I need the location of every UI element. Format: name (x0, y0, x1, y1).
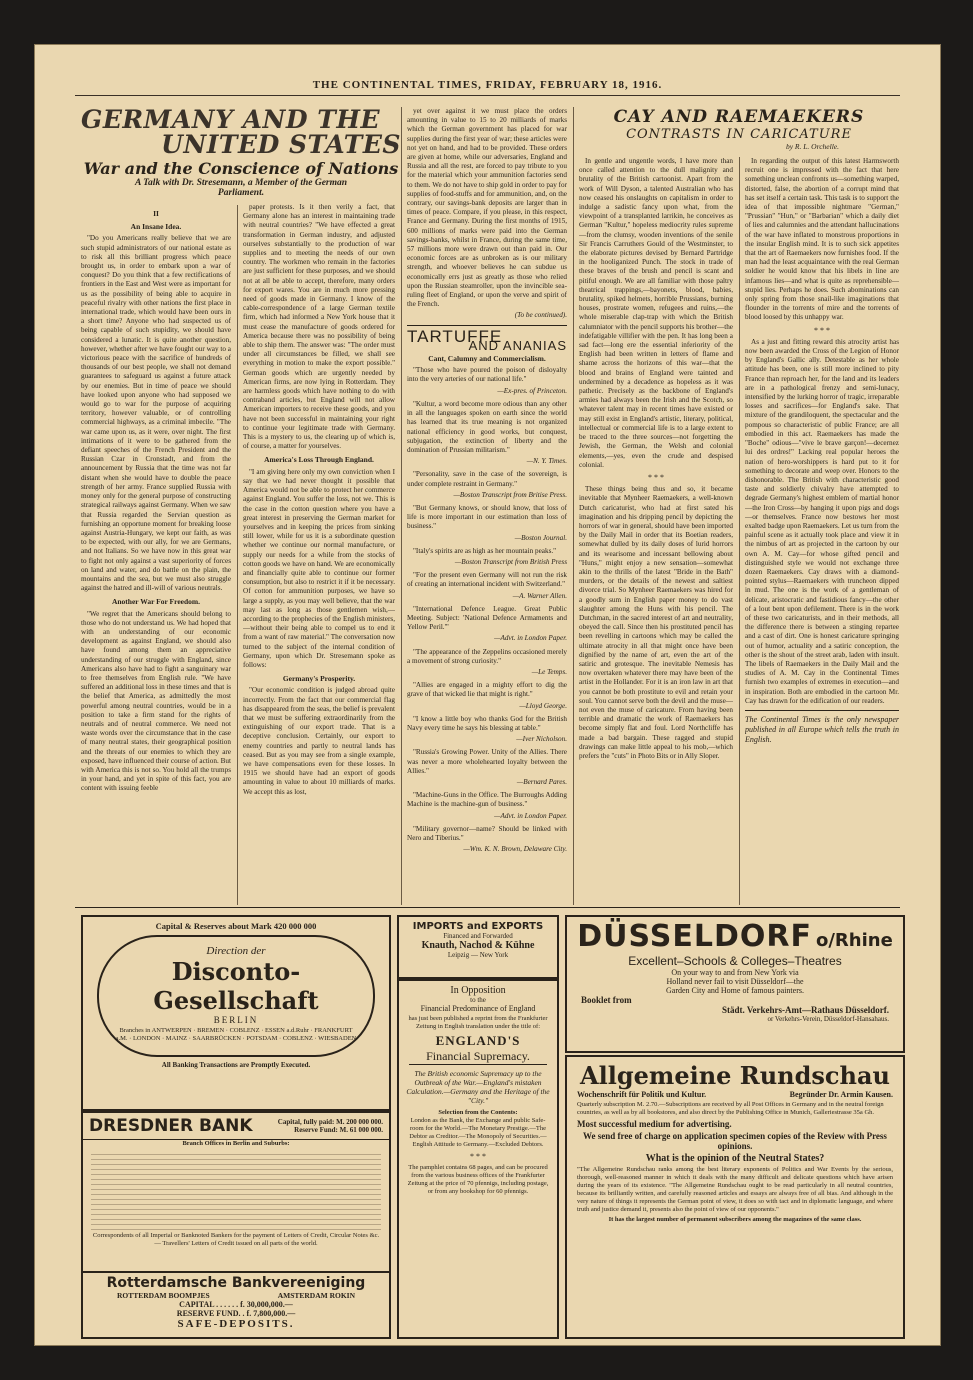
rotterdam-safe: SAFE-DEPOSITS. (177, 1318, 295, 1330)
quote-text: "Machine-Guns in the Office. The Burroughs Adding Machine is the machine-gun of business." (407, 791, 567, 809)
subhead-americas-loss: America's Loss Through England. (264, 455, 374, 465)
quote-text: "Allies are engaged in a mighty effort to dig the grave of that wicked lie that might is right." (407, 681, 567, 699)
article1-column3 (407, 107, 567, 905)
duesseldorf-line1: Excellent–Schools & Colleges–Theatres (628, 954, 842, 968)
column-rule (573, 107, 574, 905)
rotterdam-city1: ROTTERDAM (116, 1291, 167, 1300)
imports-title: IMPORTS and EXPORTS (412, 921, 544, 932)
article1-title-line1: GERMANY AND THE (81, 105, 381, 134)
footer-note: The Continental Times is the only newspaper published in all Europe which tells the truth in English. (745, 714, 899, 744)
article3-byline: by R. L. Orchelle. (785, 142, 839, 151)
disconto-branches: Branches in ANTWERPEN · BREMEN · COBLENZ · ESSEN a.d.Ruhr · FRANKFURT a.M. · LONDON · MAINZ · SAARBRÜCKEN · POTSDAM · COBLENZ · WIESBADEN (115, 1027, 357, 1042)
paragraph: In gentle and ungentle words, I have more than once called attention to the dull malignity and brutality of the British cartoonist. Apart from the work of Will Dyson, a talented Australian who has now ceased his onslaughts on capitalism in order to indulge a sadistic fancy upon what, from the viewpoint of a transplanted larrikin, he conceives as German "Kultur," hopeless mediocrity rules supreme—from the clumsy, wooden inventions of the senile Sir Francis Carruthers Gould of the Westminster, to the elaborate pictures devised by Bernard Partridge in the hooliganized Punch. The stock in trade of these braves of the brush and pencil is scant and pitiful enough. We are all familiar with those paltry theatrical trappings,—bayonets, blood, babies, brutality, spiked helmets, horrible Prussians, burning houses, prostrate women, refugees and ruins,—the whole miserable clap-trap with which the British calumniator with the pencil supports his brother—the indefatigable villifier with the pen. It has long been a sad fact—long ere the essential inferiority of the English had been written in letters of flame and shame across the horizons of this war—that the blood and brains of England were tainted and undermined by a decadence as hopeless as it was pathetic. Precisely as the backbone of England's armies had always been the Irish and the Scotch, so whatever talent may in recent times have existed or may still exist in England's artistic, literary, political, intellectual or commercial life is to a large extent to be traced to the three sources—not forgetting the Jewish, the German, the Welsh and colonial elements,—yes, even the crude and despised colonial. (579, 157, 733, 469)
article3-column1 (579, 157, 733, 905)
opp-desc: The British economic Supremacy up to the Outbreak of the War.—England's mistaken Calculation.—Germany and the Heritage of the "City." (406, 1069, 550, 1105)
paragraph: These things being thus and so, it became inevitable that Mynheer Raemaekers, a well-known Dutch caricaturist, who had at first sated his imagination and his dripping pencil by depicting the horrors of war in general, should have been imported by the Daily Mail in order that its Boetian readers, somewhat dulled by its daily doses of lurid horrors and its wearisome and incessant bellowing about "Huns," might enjoy a new sensation—somewhat akin to the thrills of the latest "Bride in the Bath" murders, or the details of the newest and saltiest divorce trial. So Mynheer Raemaekers was hired for a goodly sum in English paper money to do vast slaughter among the Huns with his pencil. The Dutchman, in the sacred interest of art and neutrality, obeyed the call. Since then his prostituted pencil has been revelling in cartoons which may be called the ultimate atrocity in all that might once have been dignified by the name of art, even the art of the satiric and grotesque. The inevitable Nemesis has now overtaken whatever there may have been of the artist in the Hollander. For it is an iron law in art that you cannot be both prostitute to evil and retain your soul. You cannot serve both the devil and the muse—not even the muse of caricature. From having been terrible and dramatic the work of Raemaekers has become simply flat and foul. Lord Northcliffe has made a bad bargain. These ragged and stupid drawings can make little appeal to his mob,—which prefers the "cuts" in Photo Bits or in Ally Sloper. (579, 485, 733, 760)
article3-title: CAY AND RAEMAEKERS (613, 107, 865, 127)
quote-text: "The appearance of the Zeppelins occasioned merely a movement of strong curiosity." (407, 647, 567, 665)
quote-text: "For the present even Germany will not run the risk of creating an international incident with Switzerland." (407, 571, 567, 589)
rotterdam-city1-addr: BOOMPJES (168, 1291, 210, 1300)
rundschau-bottom: It has the largest number of permanent subscribers among the magazines of the same class. (608, 1216, 862, 1223)
quote-citation: —Advt. in London Paper. (494, 811, 567, 820)
section-stars: * * * (648, 472, 664, 482)
opp-contents-head: Selection from the Contents: (438, 1109, 518, 1116)
disconto-city: BERLIN (213, 1015, 259, 1025)
article1-subtitle: War and the Conscience of Nations (83, 159, 399, 178)
column-rule (237, 205, 238, 905)
paragraph: "Our economic condition is judged abroad quite incorrectly. From the fact that our commercial flag has disappeared from the seas, the belief is prevalent that we must be suffering extraordinarily from the extinguishing of our export trade. That is a deceptive conclusion. Certainly, our export to enemy countries and partly to neutral lands has ceased. But as you may see from a single example, we have compensations even for these losses. In 1915 we should have had an export of goods amounting in value to about 10 milliards of marks. We accept this as lost, (243, 686, 395, 796)
subhead-insane-idea: An Insane Idea. (130, 222, 182, 232)
newspaper-page (34, 44, 941, 1346)
divider (407, 325, 567, 326)
quote-text: "But Germany knows, or should know, that loss of life is more important in our estimation than loss of business." (407, 503, 567, 531)
duesseldorf-office: Städt. Verkehrs-Amt—Rathaus Düsseldorf. (721, 1005, 889, 1015)
duesseldorf-line3: Holland never fail to visit Düsseldorf—the (666, 977, 804, 986)
disconto-direction: Direction der (206, 945, 266, 957)
opp-title1: ENGLAND'S (435, 1033, 521, 1048)
quote-citation: —Wm. K. N. Brown, Delaware City. (463, 845, 567, 854)
opp-l3: Financial Predominance of England (420, 1004, 536, 1013)
divider (745, 710, 899, 711)
quote-text: "Military governor—name? Should be linked with Nero and Tiberius." (407, 824, 567, 843)
quote-citation: —Le Temps. (531, 667, 567, 676)
rotterdam-capital: CAPITAL . . . . . . f. 30,000,000.— (179, 1300, 293, 1309)
dresdner-note: Correspondents of all Imperial or Banknoted Bankers for the payment of Letters of Credit, Circular Notes &c. — Travellers' Letters of Credit issued on all parts of the world. (92, 1232, 380, 1247)
imports-line2: Financed and Forwarded (443, 932, 513, 940)
opp-l1: In Opposition (450, 985, 506, 996)
quote-citation: —Boston Transcript from Britise Press. (453, 490, 567, 499)
branch-list-block (91, 1150, 381, 1230)
article1-column1 (81, 205, 231, 905)
article1-column2 (243, 203, 395, 905)
rotterdam-city2-addr: ROKIN (329, 1291, 355, 1300)
rotterdam-name: Rotterdamsche Bankvereeniging (106, 1275, 366, 1291)
rundschau-medium: Most successful medium for advertising. (577, 1119, 732, 1129)
imports-cities: Leipzig — New York (447, 951, 509, 959)
quote-citation: —Lloyd George. (519, 701, 567, 710)
rundschau-body: "The Allgemeine Rundschau ranks among the best literary exponents of Politics and War Events by the serious, thorough, well-reasoned manner in which it deals with the many difficult and delicate questions which have arisen during the years of its existence. "The Allgemeine Rundschau ought to be read particularly in all neutral countries, because its brilliantly written, and carefully reasoned articles and essays are always free of all bias. And although in the very nature of things it represents the German point of view, it does so with tact and in diplomatic language, and where truth and justice demand it, presents also the point of view of our opponents." (577, 1166, 893, 1213)
ad-dresdner (81, 1111, 391, 1273)
opp-l4: has just been published a reprint from the Frankfurter Zeitung in English translation under the title of: (408, 1015, 548, 1030)
quote-text: "Those who have poured the poison of disloyalty into the very arteries of our national life." (407, 366, 567, 384)
paragraph: yet over against it we must place the orders amounting in value to 15 to 20 milliards of marks which the German government has placed for war supplies during the first year of war; these articles were not yet on hand, and had to be provided. These orders are given at home, while our adversaries, England and Russia and all the rest, are forced to pay tribute to you for the material which your ammunition factories send to them. We do not have to ship gold in order to pay for supplies of food-stuffs and for ammunition, and, on the contrary, our savings-bank deposits are larger than in times of peace. Compare, if you please, in this respect, France and Germany. During the first months of 1915, 600 millions of marks were paid into the German savings-banks, whilst in France, during the same time, 57 millions more were drawn out than paid in. Our economic forces are as unbroken as is our military strength, and whoever believes he can subdue us economically errs just as greatly as those who relied upon the Russian steamroller, upon the invincible sea-ruling fleet of England, or upon the verve and spirit of the French. (407, 107, 567, 309)
paragraph: paper protests. Is it then verily a fact, that Germany alone has an interest in maintaining trade with neutral countries? "We have effected a great transformation in German industry, and adjusted ourselves substantially to the production of war supplies and to meeting the needs of our own country. The workmen who remain in the factories are just sufficient for these purposes, and we should not at all be able to accept, therefore, many orders for export wares. You are in much more pressing need of goods made in Germany. I know of the cable-correspondence of a large German textile firm, which had informed a New York house that it must cease the manufacture of goods ordered for America because there was no possibility of being able to ship them. The answer was: "The order must under all circumstances be filled, we shall see everything in motion to make the export possible." German goods which are urgently needed by American firms, are now lying in Rotterdam. They are harmless goods which have nothing to do with contraband articles, but England will not allow American importers to receive these goods, and you have not been successful in maintaining your right to continue your legitimate trade with Germany. This is a mystery to us, the clearing up of which is, of course, a matter for yourselves. (243, 203, 395, 451)
article3-subtitle: CONTRASTS IN CARICATURE (626, 127, 852, 142)
disconto-tagline: All Banking Transactions are Promptly Executed. (161, 1061, 311, 1069)
article2-subtitle: Cant, Calumny and Commercialism. (428, 354, 546, 364)
quote-text: "Italy's spirits are as high as her mountain peaks." (413, 546, 557, 555)
subhead-prosperity: Germany's Prosperity. (282, 674, 356, 684)
quote-citation: —Bernard Pares. (516, 778, 567, 786)
opp-footer: The pamphlet contains 68 pages, and can be procured from the various business offices of the Frankfurter Zeitung at the price of 70 pfennigs, including postage, or from any bookshop for 60 pfennigs. (407, 1164, 549, 1195)
ad-opposition (397, 979, 559, 1339)
article1-deck: A Talk with Dr. Stresemann, a Member of the German Parliament. (134, 178, 348, 198)
paragraph: In regarding the output of this latest Harmsworth recruit one is impressed with the fact that here something unclean confronts us—something warped, distorted, false, the abortion of a corrupt mind that has set itself a certain task. This task is to support the idea of that impossible nightmare "German," "Prussian" "Hun," or "Barbarian" which a daily diet of lies and calumnies and the attendant hallucinations of the war have inflated to monstrous proportions in the insular English mind. It is to such sick appetites that the art of Raemaekers now furnishes food. If the man had the least acquaintance with the real German soldier he would know that his libels in line are infamous lies—and what is quite as reprehensible—stupid lies. Perhaps he does. Such abominations can only spring from those snail-like imaginations that flounder in the torrents of mire and the torrents of blood loosed by this unhappy war. (745, 157, 899, 322)
quote-list (407, 366, 567, 854)
ad-rotterdam (81, 1271, 391, 1339)
quote-citation: —A. Warner Allen. (512, 591, 567, 600)
quote-citation: —Iver Nicholson. (516, 735, 567, 744)
quote-text: "International Defence League. Great Public Meeting. Subject: 'National Defence Armaments and Yellow Peril.'" (407, 604, 567, 632)
paragraph: "Do you Americans really believe that we are such stupid administrators of our national estate as to risk all this brilliant progress which peace brought us, in order to embark upon a war of conquest? Do you think that a few rectifications of frontiers in the East and West were as important for us as the possibility of being able to acquire in peaceful rivalry with other nations the first place in international trade, which would have been ours in a short time? Anyone who had suspected us of being capable of such stupidity, we should have considered a lunatic. It is quite another question, however, whether after we have fought our way to a victorious peace with the sacrifice of hundreds of thousands of our best people, we shall not demand guarantees to safeguard us against a future attack by our enemies. But in time of peace we should have looked upon anyone who had supposed we would go to war for the purpose of acquiring territory, however valuable, or of controlling commercial highways, as a criminal imbecile. "The war came upon us, as it were, over night. The first intimations of it were to be gathered from the defiant speeches of the French President and the Russian Czar in Cronstadt, and from the announcement by Russia that the time was not far distant when she would have to double the peace strength of her army. France supplied Russia with money only for the general purpose of constructing strategical railways against Germany. When we saw that Russia regarded the Servian question as furnishing an opportune moment for breaking loose against Austria-Hungary, we kept our faith, as was to be expected, with our ally, for we are Germans, and not Italians. So we have now in this great war to fight not only against a vast superiority of forces on land and water, and do battle on the plain, the mountains and the sea, but we must also struggle against the hatred and ill-will of various neutrals. (81, 234, 231, 593)
quote-citation: —N. Y. Times. (526, 457, 567, 466)
duesseldorf-office2: or Verkehrs-Verein, Düsseldorf-Hansahaus. (767, 1015, 889, 1023)
section-stars: * * * (814, 325, 830, 335)
rotterdam-city2: AMSTERDAM (277, 1291, 328, 1300)
duesseldorf-title: DÜSSELDORF (577, 919, 812, 954)
opp-contents: London as the Bank, the Exchange and public Safe-room for the World.—The Monetary Prestige.—The Debtor as Creditor.—The Monopoly of Securities.—English Attitude to Germany.—Excluded Debtors. (409, 1117, 547, 1148)
continued-note: (To be continued). (514, 311, 567, 320)
disconto-capital: Capital & Reserves about Mark 420 000 000 (155, 921, 317, 931)
rundschau-founder: Begründer Dr. Armin Kausen. (789, 1090, 893, 1099)
page-divider (75, 907, 900, 908)
article2-title1: TARTUFFE (407, 326, 503, 346)
quote-citation: —Boston Journal. (514, 533, 567, 542)
ad-imports (397, 915, 559, 979)
paragraph: As a just and fitting reward this atrocity artist has now been awarded the Cross of the Legion of Honor by England's Gallic ally. Detestable as her whole attitude has been, one is still more inclined to pity France than reproach her, for the land and its leaders are in a pathological frenzy and semi-lunacy, intensified by the lurking horror of tragic, irreparable losses and sacrifices—for England's sake. That mixture of the grandiloquent, the spectacular and the pompous so characteristic of public France; are all embodied in this act. Raemaekers has made the "Boche" odious—"vive le brave garçon!—decernez lui des ordres!" Lacking real popular heroes the nation of hero-worshippers is hard put to it for something to decorate and weep over. Honors to the dishonorable. The British with characteristic good taste and soldierly chivalry have attempted to degrade Germany's highest emblem of martial honor—the Iron Cross—by hanging it upon pigs and dogs—or themselves. France now bestows her most exalted badge upon Raemaekers. Let us turn from the painful scene as it actually took place and view it in the nimbus of art as projected in the cartoon by our own A. M. Cay—for whose gifted pencil and distinguished style we would not exchange three dozen Raemaekers. Cay draws with a diamond-pointed stylus—Raemaekers with truncheon dipped in mud. The one is the work of a gentleman of delicate, aristocratic and fastidious fancy—the other of a lout bent upon defilement. There is in the work of these two caricaturists, and in their methods, all the difference there is between a stinging repartee and a cast of dirt. One is honest caricature springing out of humor, actuality and a satiric conception, the other is the shout of the street arab, laden with insult. The libels of Raemaekers in the Daily Mail and the studies of A. M. Cay in the Continental Times furnish two examples of extremes in execution—and in inspiration. Both are embodied in the cartoon Mr. Cay has drawn for the edification of our readers. (745, 337, 899, 705)
article3-header (579, 107, 899, 151)
rundschau-sub: Quarterly subscription M. 2.70.—Subscriptions are received by all Post Offices in Germany and in the neutral foreign countries, as well as by all bookstores, and also direct by the Publishing Office in Munich, Galleriestrasse 35a Gh. (577, 1101, 884, 1116)
column-rule (401, 107, 402, 905)
article2-title2: AND ANANIAS (468, 337, 567, 353)
duesseldorf-booklet: Booklet from (581, 995, 632, 1005)
quote-text: "Kultur, a word become more odious than any other in all the languages spoken on earth since the world has learned that its true meaning is not organized national efficiency in good works, but conquest, subjugation, the extinction of liberty and the domination of Prussian militarism." (407, 399, 567, 454)
paragraph: "We regret that the Americans should belong to those who do not understand us. We had hoped that with an understanding of our economic development as against England, we should also have found among them an appreciative understanding of our struggle with England, since Americans also have had to fight a sanguinary war to free themselves from English rule. "We have suffered an additional loss in these times and that is the belief that America, as admittedly the most powerful among neutral countries, would be in a position to take a firm stand for the rights of neutrals and of neutral commerce. We need not waste words over the circumstance that in the case of many neutral states, their geographical position and the threats of our enemies to which they are exposed, have influenced their course of action. But with America this is not so. You hold all the trumps in your hand, and yet in spite of this fact, you are content with issuing feeble (81, 609, 231, 793)
quote-text: "Russia's Growing Power. Unity of the Allies. There was never a more wholehearted loyalty between the Allies." (407, 748, 567, 775)
subhead-another-war: Another War For Freedom. (111, 597, 201, 607)
paragraph: "I am giving here only my own conviction when I say that we had never thought it possible that America would not be able to protect her commerce against England. You suffer the loss, not we. This is the case in the cotton question where you have a great interest in preserving the German market for yourselves and in keeping the prices from sinking still lower, while for us it is a subordinate question whether we continue our normal manufacture, or supply our needs for a while from the stocks of cotton goods we have on hand. We are economically and financially quite able to continue our former consumption, but also to restrict it if it be necessary. Of cotton for ammunition purposes, we have so large a supply, as you may well believe, that the war may last as long as those gentlemen wish,—according to the prophecies of the English ministers,—without their being able to compel us to end it from a want of raw material." The conversation now turned to the subject of the internal condition of Germany, upon which Dr. Stresemann spoke as follows: (243, 467, 395, 669)
rundschau-title: Allgemeine Rundschau (580, 1061, 890, 1090)
opp-title2: Financial Supremacy. (409, 1049, 547, 1065)
duesseldorf-line4: Garden City and Home of famous painters. (666, 986, 804, 995)
rundschau-weekly: Wochenschrift für Politik und Kultur. (577, 1090, 707, 1099)
masthead: THE CONTINENTAL TIMES, FRIDAY, FEBRUARY 18, 1916. (75, 79, 900, 96)
duesseldorf-line2: On your way to and from New York via (671, 968, 799, 977)
article1-header (81, 107, 401, 198)
quote-text: "I know a little boy who thanks God for the British Navy every time he says his blessing at table." (407, 714, 567, 732)
section-marker: II (153, 209, 159, 218)
rotterdam-reserve: RESERVE FUND. . f. 7,800,000.— (176, 1309, 296, 1318)
quote-citation: —Ex-pres. of Princeton. (497, 386, 567, 395)
dresdner-branch-head: Branch Offices in Berlin and Suburbs: (182, 1140, 290, 1147)
dresdner-capital: Capital, fully paid: M. 200 000 000. (277, 1118, 383, 1126)
article3-column2 (745, 157, 899, 905)
dresdner-reserve: Reserve Fund: M. 61 000 000. (294, 1126, 383, 1134)
ad-rundschau (565, 1055, 905, 1339)
quote-citation: —Boston Transcript from British Press (454, 557, 567, 566)
opp-l2: to the (470, 996, 486, 1004)
ad-disconto (81, 915, 391, 1111)
column-rule (739, 157, 740, 905)
ad-duesseldorf (565, 915, 905, 1053)
quote-text: "Personality, save in the case of the sovereign, is under complete restraint in Germany." (407, 470, 567, 488)
rundschau-free: We send free of charge on application specimen copies of the Review with Press opinions. (583, 1131, 887, 1151)
dresdner-name: DRESDNER BANK (89, 1116, 253, 1136)
opp-stars: * * * (470, 1152, 486, 1161)
duesseldorf-rhine: o/Rhine (815, 930, 893, 951)
quote-citation: —Advt. in London Paper. (494, 634, 567, 643)
disconto-name: Disconto-Gesellschaft (153, 957, 319, 1015)
article1-title-line2: UNITED STATES (161, 130, 401, 159)
rundschau-question: What is the opinion of the Neutral States? (645, 1153, 825, 1164)
imports-firm: Knauth, Nachod & Kühne (421, 940, 535, 951)
